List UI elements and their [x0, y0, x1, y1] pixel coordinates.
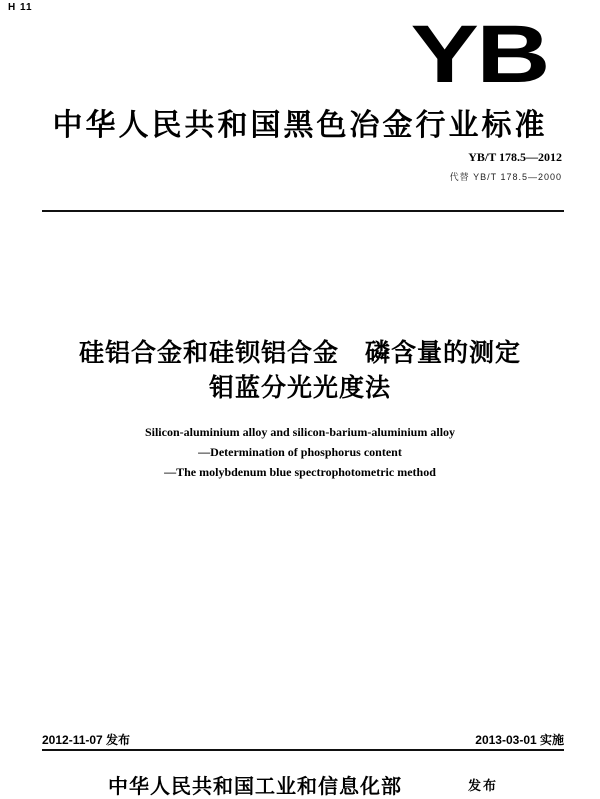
standard-category-title: 中华人民共和国黑色冶金行业标准 [52, 108, 548, 143]
chinese-title-line-1: 硅铝合金和硅钡铝合金 磷含量的测定 [78, 338, 521, 367]
implementation-date: 2013-03-01 实施 [475, 733, 564, 747]
classification-code: H 11 [8, 2, 33, 13]
yb-logo: YB [410, 9, 548, 100]
standard-number: YB/T 178.5—2012 [468, 150, 562, 164]
bottom-divider [42, 749, 564, 751]
english-title-line-2: —Determination of phosphorus content [198, 445, 402, 459]
publisher-name: 中华人民共和国工业和信息化部 [108, 774, 402, 798]
replaces-standard: 代替 YB/T 178.5—2000 [449, 172, 562, 182]
chinese-title-line-2: 钼蓝分光光度法 [208, 373, 391, 402]
top-divider [42, 210, 564, 212]
english-title-line-3: —The molybdenum blue spectrophotometric method [164, 465, 436, 479]
publish-label: 发布 [468, 779, 499, 794]
english-title-line-1: Silicon-aluminium alloy and silicon-barium-aluminium alloy [144, 425, 456, 439]
issue-date: 2012-11-07 发布 [42, 733, 131, 747]
